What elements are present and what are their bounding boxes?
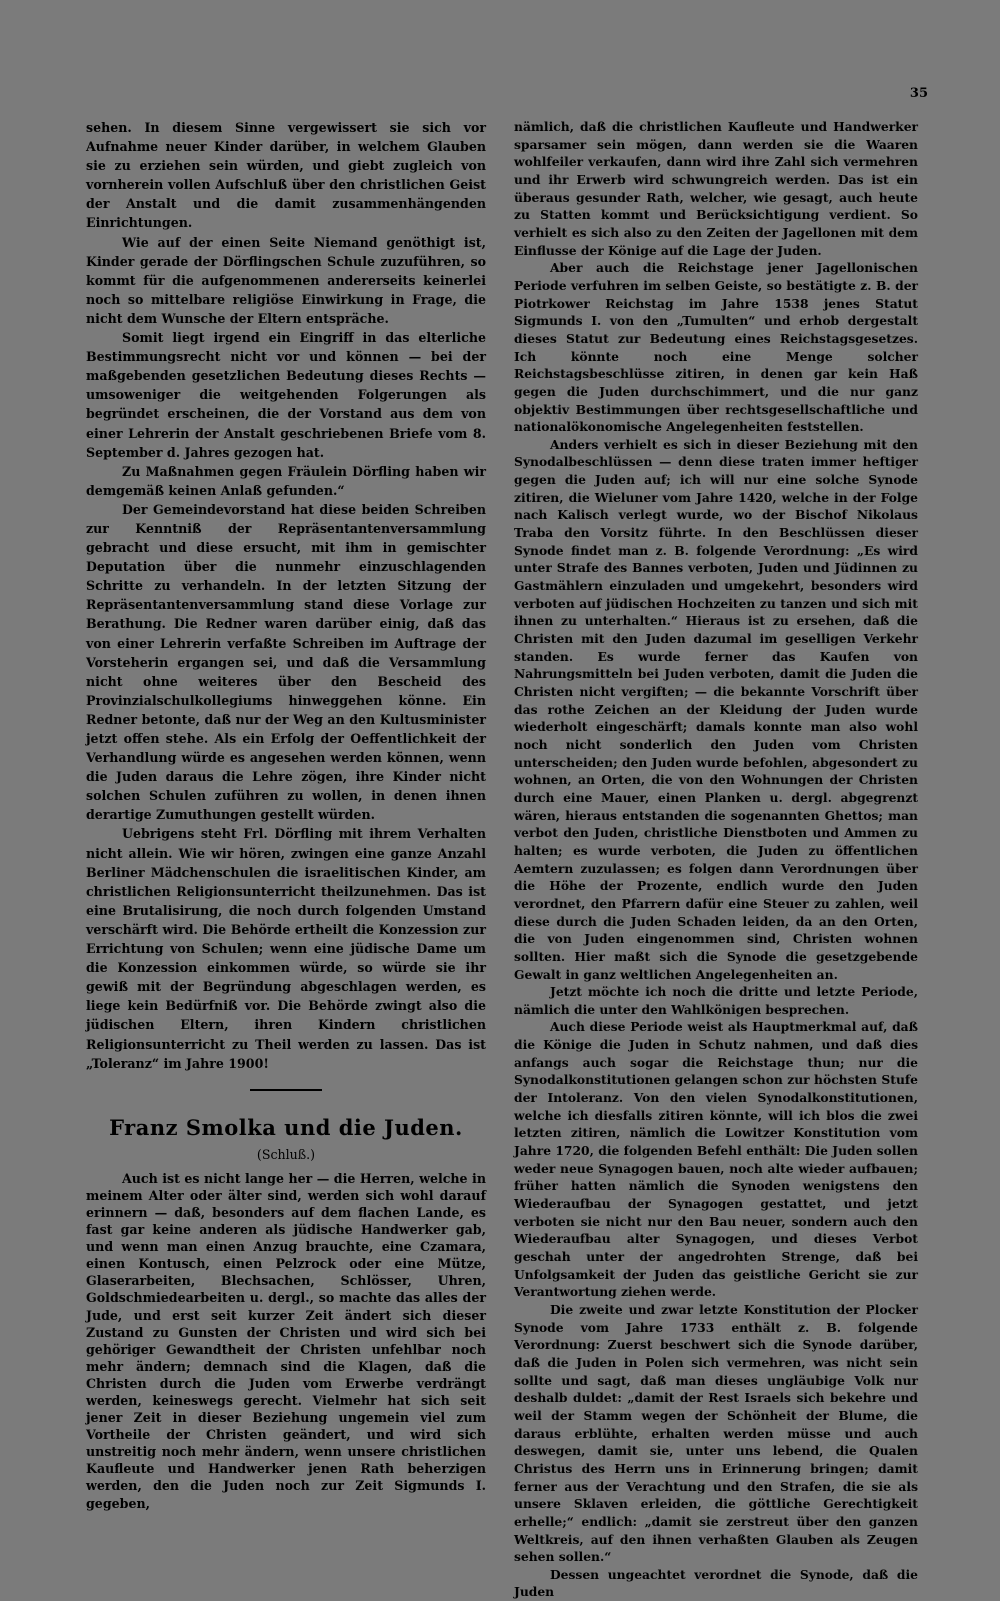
left-column [86, 118, 486, 1512]
article-subtitle: (Schluß.) [256, 1146, 316, 1162]
paragraph: Der Gemeindevorstand hat diese beiden Schreiben zur Kenntniß der Repräsentantenversammlung gebracht und diese ersucht, mit ihm in gemischter Deputation über die nunmehr einzuschlagenden Schritte zu verhandeln. In der letzten Sitzung der Repräsentantenversammlung stand diese Vorlage zur Berathung. Die Redner waren darüber einig, daß das von einer Lehrerin verfaßte Schreiben im Auftrage der Vorsteherin ergangen sei, und daß die Versammlung nicht ohne weiteres über den Bescheid des Provinzialschulkollegiums hinweggehen könne. Ein Redner betonte, daß nur der Weg an den Kultusminister jetzt offen stehe. Als ein Erfolg der Oeffentlichkeit der Verhandlung würde es angesehen werden können, wenn die Juden daraus die Lehre zögen, ihre Kinder nicht solchen Schulen zuführen zu wollen, in denen ihnen derartige Zumuthungen gestellt würden. [86, 501, 486, 823]
paragraph: Zu Maßnahmen gegen Fräulein Dörfling haben wir demgemäß keinen Anlaß gefunden.“ [86, 463, 486, 498]
right-column [514, 118, 918, 1601]
paragraph: Dessen ungeachtet verordnet die Synode, daß die Juden [514, 1566, 918, 1600]
article-body [86, 1170, 486, 1512]
paragraph: Uebrigens steht Frl. Dörfling mit ihrem Verhalten nicht allein. Wie wir hören, zwingen eine ganze Anzahl Berliner Mädchenschulen die israelitischen Kinder, am christlichen Religionsunterricht theilzunehmen. Das ist eine Brutalisirung, die noch durch folgenden Umstand verschärft wird. Die Behörde ertheilt die Konzession zur Errichtung von Schulen; wenn eine jüdische Dame um die Konzession einkommen würde, so würde sie ihr gewiß mit der Begründung abgeschlagen werden, es liege kein Bedürfniß vor. Die Behörde zwingt also die jüdischen Eltern, ihren Kindern christlichen Religionsunterricht zu Theil werden zu lassen. Das ist „Toleranz“ im Jahre 1900! [86, 826, 486, 1071]
paragraph: Jetzt möchte ich noch die dritte und letzte Periode, nämlich die unter den Wahlkönigen besprechen. [514, 984, 918, 1017]
paragraph: Aber auch die Reichstage jener Jagellonischen Periode verfuhren im selben Geiste, so bestätigte z. B. der Piotrkower Reichstag im Jahre 1538 jenes Statut Sigmunds I. von den „Tumulten“ und erhob dergestalt dieses Statut zur Bedeutung eines Reichstagsgesetzes. Ich könnte noch eine Menge solcher Reichstagsbeschlüsse zitiren, in denen gar kein Haß gegen die Juden durchschimmert, und die nur ganz objektiv Bestimmungen über rechtsgesellschaftliche und nationalökonomische Angelegenheiten feststellen. [514, 260, 918, 435]
paragraph: Auch ist es nicht lange her — die Herren, welche in meinem Alter oder älter sind, werden sich wohl darauf erinnern — daß, besonders auf dem flachen Lande, es fast gar keine anderen als jüdische Handwerker gab, und wenn man einen Anzug brauchte, eine Czamara, einen Kontusch, einen Pelzrock oder eine Mütze, Glaserarbeiten, Blechsachen, Schlösser, Uhren, Goldschmiedearbeiten u. dergl., so machte das alles der Jude, und erst seit kurzer Zeit ändert sich dieser Zustand zu Gunsten der Christen und wird sich bei gehöriger Gewandtheit der Christen unfehlbar noch mehr ändern; demnach sind die Klagen, daß die Christen durch die Juden vom Erwerbe verdrängt werden, keineswegs gerecht. Vielmehr hat sich seit jener Zeit in dieser Beziehung ungemein viel zum Vortheile der Christen geändert, und wird sich unstreitig noch mehr ändern, wenn unsere christlichen Kaufleute und Handwerker jenen Rath beherzigen werden, den die Juden noch zur Zeit Sigmunds I. gegeben, [86, 1170, 486, 1511]
paragraph: Auch diese Periode weist als Hauptmerkmal auf, daß die Könige die Juden in Schutz nahmen, und daß dies anfangs auch sogar die Reichstage thun; nur die Synodalkonstitutionen gelangen schon zur höchsten Stufe der Intoleranz. Von den vielen Synodalkonstitutionen, welche ich diesfalls zitiren könnte, will ich blos die zwei letzten zitiren, nämlich die Lowitzer Konstitution vom Jahre 1720, die folgenden Befehl enthält: Die Juden sollen weder neue Synagogen bauen, noch alte wieder aufbauen; früher hatten nämlich die Synoden wenigstens den Wiederaufbau der Synagogen gestattet, und jetzt verboten sie nicht nur den Bau neuer, sondern auch den Wiederaufbau alter Synagogen, und dieses Verbot geschah unter der angedrohten Strenge, daß bei Unfolgsamkeit der Juden das geistliche Gericht sie zur Verantwortung ziehen werde. [514, 1019, 918, 1300]
paragraph: Anders verhielt es sich in dieser Beziehung mit den Synodalbeschlüssen — denn diese traten immer heftiger gegen die Juden auf; ich will nur eine solche Synode zitiren, die Wieluner vom Jahre 1420, welche in der Folge nach Kalisch verlegt wurde, wo der Bischof Nikolaus Traba den Vorsitz führte. In den Beschlüssen dieser Synode findet man z. B. folgende Verordnung: „Es wird unter Strafe des Bannes verboten, Juden und Jüdinnen zu Gastmählern einzuladen und umgekehrt, besonders wird verboten auf jüdischen Hochzeiten zu tanzen und sich mit ihnen zu unterhalten.“ Hieraus ist zu ersehen, daß die Christen mit den Juden dazumal im geselligen Verkehr standen. Es wurde ferner das Kaufen von Nahrungsmitteln bei Juden verboten, damit die Juden die Christen nicht vergiften; — die bekannte Vorschrift über das rothe Zeichen an der Kleidung der Juden wurde wiederholt eingeschärft; damals konnte man also wohl noch nicht sonderlich den Juden vom Christen unterscheiden; den Juden wurde befohlen, abgesondert zu wohnen, an Orten, die von den Wohnungen der Christen durch eine Mauer, einen Planken u. dergl. abgegrenzt wären, hieraus entstanden die sogenannten Ghettos; man verbot den Juden, christliche Dienstboten und Ammen zu halten; es wurde verboten, die Juden zu öffentlichen Aemtern zuzulassen; es folgen dann Verordnungen über die Höhe der Prozente, endlich wurde den Juden verordnet, den Pfarrern dafür eine Steuer zu zahlen, weil diese durch die Juden Schaden leiden, da an den Orten, die von Juden eingenommen sind, Christen wohnen sollten. Hier maßt sich die Synode die gesetzgebende Gewalt in ganz weltlichen Angelegenheiten an. [514, 436, 918, 982]
article-title: Franz Smolka und die Juden. [109, 1114, 463, 1140]
paragraph: Wie auf der einen Seite Niemand genöthigt ist, Kinder gerade der Dörflingschen Schule zuzuführen, so kommt für die aufgenommenen andererseits keinerlei noch so mittelbare religiöse Einwirkung in Frage, die nicht dem Wunsche der Eltern entspräche. [86, 234, 486, 326]
section-divider [250, 1089, 322, 1091]
page-number: 35 [909, 86, 928, 101]
paragraph: sehen. In diesem Sinne vergewissert sie sich vor Aufnahme neuer Kinder darüber, in welchem Glauben sie zu erziehen sein würden, und giebt zugleich von vornherein vollen Aufschluß über den christlichen Geist der Anstalt und die damit zusammenhängenden Einrichtungen. [86, 120, 486, 231]
paragraph: nämlich, daß die christlichen Kaufleute und Handwerker sparsamer sein mögen, dann werden sie die Waaren wohlfeiler verkaufen, dann wird ihre Zahl sich vermehren und ihr Erwerb wird schwungreich werden. Das ist ein überaus gesunder Rath, welcher, wie gesagt, auch heute zu Statten kommt und Berücksichtigung verdient. So verhielt es sich also zu den Zeiten der Jagellonen mit dem Einflusse der Könige auf die Lage der Juden. [514, 119, 918, 258]
paragraph: Somit liegt irgend ein Eingriff in das elterliche Bestimmungsrecht nicht vor und können — bei der maßgebenden gesetzlichen Bedeutung dieses Rechts — umsoweniger die weitgehenden Folgerungen als begründet erscheinen, die der Vorstand aus dem von einer Lehrerin der Anstalt geschriebenen Briefe vom 8. September d. Jahres gezogen hat. [86, 330, 486, 460]
paragraph: Die zweite und zwar letzte Konstitution der Plocker Synode vom Jahre 1733 enthält z. B. folgende Verordnung: Zuerst beschwert sich die Synode darüber, daß die Juden in Polen sich vermehren, was nicht sein sollte und sagt, daß man dieses ungläubige Volk nur deshalb duldet: „damit der Rest Israels sich bekehre und weil der Stamm wegen der Schönheit der Blume, die daraus erblühte, erhalten werden müsse und auch deswegen, damit sie, unter uns lebend, die Qualen Christus des Herrn uns in Erinnerung bringen; damit ferner aus der Verachtung und den Strafen, die sie als unsere Sklaven erleiden, die göttliche Gerechtigkeit erhelle;“ endlich: „damit sie zerstreut über den ganzen Weltkreis, auf den ihnen verhaßten Glauben als Zeugen sehen sollen.“ [514, 1301, 918, 1565]
